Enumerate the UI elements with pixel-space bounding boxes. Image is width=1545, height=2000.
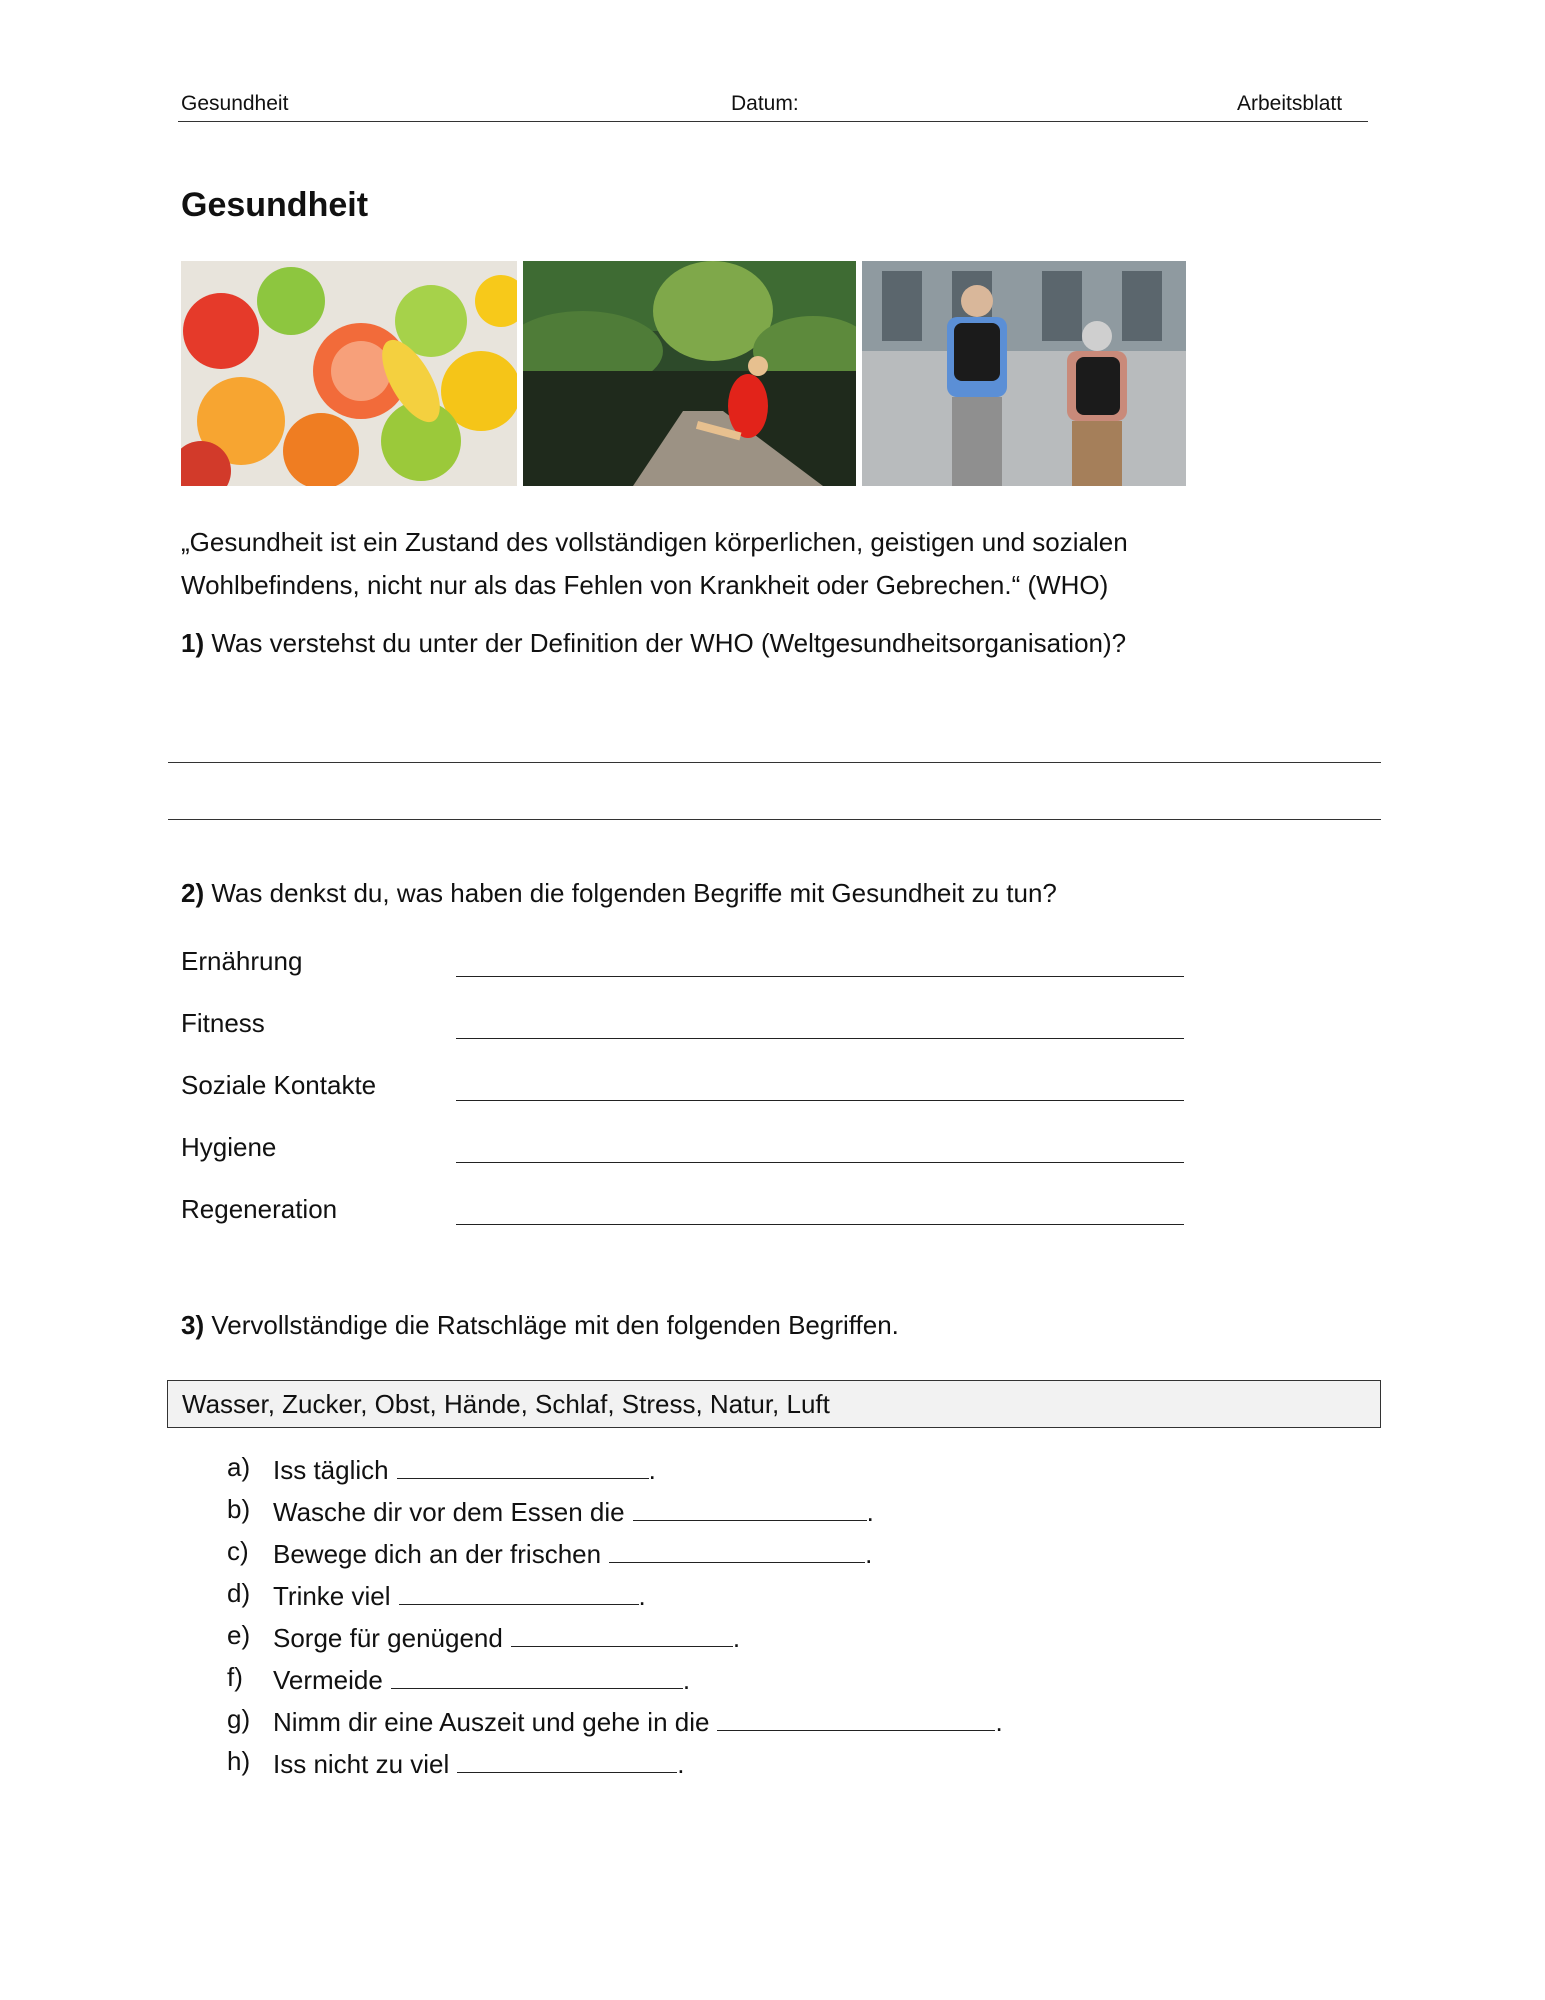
item-period: .	[866, 1497, 874, 1527]
question-1	[181, 628, 1126, 659]
item-text: Vermeide	[273, 1665, 383, 1695]
item-text: Iss nicht zu viel	[273, 1749, 450, 1779]
item-letter: g)	[227, 1704, 251, 1734]
item-letter: a)	[227, 1452, 251, 1482]
term-answer-line-regeneration[interactable]	[456, 1224, 1184, 1225]
item-text: Bewege dich an der frischen	[273, 1539, 602, 1569]
fill-blank[interactable]	[391, 1662, 683, 1689]
question-3-text: Vervollständige die Ratschläge mit den folgenden Begriffen.	[211, 1310, 899, 1340]
fill-blank[interactable]	[399, 1578, 639, 1605]
item-period: .	[995, 1707, 1003, 1737]
woman-on-dock-photo	[523, 261, 856, 486]
question-2	[181, 878, 1057, 909]
question-3-number: 3)	[181, 1310, 205, 1340]
question-1-number: 1)	[181, 628, 205, 658]
quote-line-2: Wohlbefindens, nicht nur als das Fehlen von Krankheit oder Gebrechen.“ (WHO)	[181, 570, 1109, 600]
term-fitness: Fitness	[181, 1008, 265, 1038]
header-left: Gesundheit	[181, 92, 289, 115]
question-1-text: Was verstehst du unter der Definition der WHO (Weltgesundheitsorganisation)?	[211, 628, 1127, 658]
item-letter: b)	[227, 1494, 251, 1524]
question-3	[181, 1310, 899, 1341]
who-quote	[181, 521, 1381, 607]
item-period: .	[648, 1455, 656, 1485]
header-date-label: Datum:	[731, 92, 799, 115]
fruit-photo	[181, 261, 517, 486]
question-2-text: Was denkst du, was haben die folgenden Begriffe mit Gesundheit zu tun?	[211, 878, 1057, 908]
item-letter: h)	[227, 1746, 251, 1776]
header-divider	[178, 121, 1368, 122]
item-text: Iss täglich	[273, 1455, 389, 1485]
term-regeneration: Regeneration	[181, 1194, 338, 1224]
term-ernaehrung: Ernährung	[181, 946, 303, 976]
term-soziale-kontakte: Soziale Kontakte	[181, 1070, 377, 1100]
question-2-number: 2)	[181, 878, 205, 908]
term-answer-line-hygiene[interactable]	[456, 1162, 1184, 1163]
item-text: Sorge für genügend	[273, 1623, 503, 1653]
term-hygiene: Hygiene	[181, 1132, 277, 1162]
elderly-couple-walking-photo	[862, 261, 1186, 486]
fill-blank[interactable]	[511, 1620, 733, 1647]
item-letter: d)	[227, 1578, 251, 1608]
term-answer-line-ernaehrung[interactable]	[456, 976, 1184, 977]
item-text: Trinke viel	[273, 1581, 391, 1611]
item-period: .	[638, 1581, 646, 1611]
item-period: .	[682, 1665, 691, 1695]
word-bank-text: Wasser, Zucker, Obst, Hände, Schlaf, Stress, Natur, Luft	[182, 1389, 830, 1419]
answer-line-1[interactable]	[168, 762, 1381, 763]
word-bank	[167, 1380, 1381, 1428]
fill-blank[interactable]	[397, 1452, 649, 1479]
item-text: Wasche dir vor dem Essen die	[273, 1497, 625, 1527]
fill-blank[interactable]	[717, 1704, 995, 1731]
term-answer-line-fitness[interactable]	[456, 1038, 1184, 1039]
header-right: Arbeitsblatt	[1237, 92, 1343, 115]
item-period: .	[865, 1539, 873, 1569]
page-title: Gesundheit	[181, 186, 369, 224]
quote-line-1: „Gesundheit ist ein Zustand des vollständigen körperlichen, geistigen und sozialen	[181, 527, 1128, 557]
item-text: Nimm dir eine Auszeit und gehe in die	[273, 1707, 710, 1737]
item-letter: f)	[227, 1662, 243, 1692]
answer-line-2[interactable]	[168, 819, 1381, 820]
item-letter: c)	[227, 1536, 249, 1566]
fill-blank[interactable]	[457, 1746, 677, 1773]
fill-blank[interactable]	[609, 1536, 865, 1563]
item-period: .	[732, 1623, 741, 1653]
fill-blank[interactable]	[633, 1494, 867, 1521]
term-answer-line-soziale-kontakte[interactable]	[456, 1100, 1184, 1101]
item-letter: e)	[227, 1620, 251, 1650]
item-period: .	[677, 1749, 685, 1779]
